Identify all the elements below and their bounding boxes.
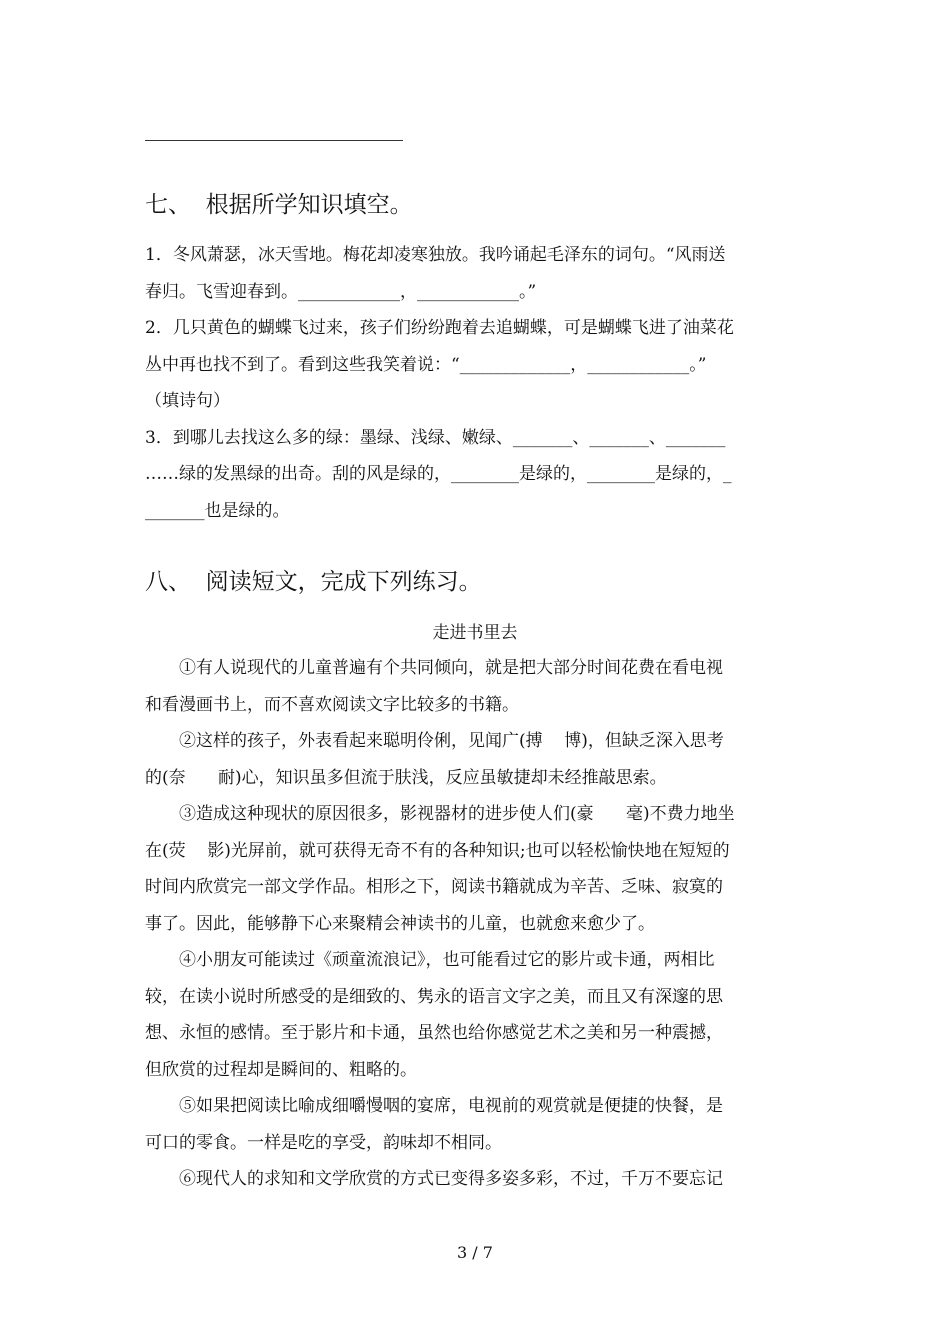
- story-body: [145, 650, 807, 1198]
- question-2-line-2: 丛中再也找不到了。看到这些我笑着说：“_____________，____________。”: [145, 354, 707, 375]
- question-2-line-1: 2．几只黄色的蝴蝶飞过来，孩子们纷纷跑着去追蝴蝶，可是蝴蝶飞进了油菜花: [145, 318, 734, 338]
- story-title: 走进书里去: [432, 623, 518, 643]
- question-3-line-3: _______也是绿的。: [145, 500, 290, 521]
- paragraph-1-line-1: ①有人说现代的儿童普遍有个共同倾向，就是把大部分时间花费在看电视: [179, 658, 723, 678]
- paragraph-3-line-4: 事了。因此，能够静下心来聚精会神读书的儿童，也就愈来愈少了。: [145, 913, 655, 934]
- section-7-questions: [145, 237, 807, 529]
- paragraph-3-line-2: 在(荧 影)光屏前，就可获得无奇不有的各种知识;也可以轻松愉快地在短短的: [145, 840, 730, 861]
- paragraph-4-line-4: 但欣赏的过程却是瞬间的、粗略的。: [145, 1059, 417, 1080]
- paragraph-2-line-1: ②这样的孩子，外表看起来聪明伶俐，见闻广(搏 博)，但缺乏深入思考: [179, 731, 724, 751]
- paragraph-4-line-3: 想、永恒的感情。至于影片和卡通，虽然也给你感觉艺术之美和另一种震撼，: [145, 1023, 723, 1043]
- paragraph-5-line-2: 可口的零食。一样是吃的享受，韵味却不相同。: [145, 1132, 502, 1153]
- section-7-title: 七、 根据所学知识填空。: [145, 192, 413, 218]
- question-2-line-3: （填诗句）: [145, 391, 230, 411]
- section-8-title: 八、 阅读短文，完成下列练习。: [145, 569, 482, 595]
- paragraph-3-line-3: 时间内欣赏完一部文学作品。相形之下，阅读书籍就成为辛苦、乏味、寂寞的: [145, 877, 723, 897]
- question-3-line-1: 3．到哪儿去找这么多的绿：墨绿、浅绿、嫩绿、_______、_______、_______: [145, 427, 726, 448]
- answer-line: [145, 140, 403, 141]
- paragraph-4-line-1: ④小朋友可能读过《顽童流浪记》，也可能看过它的影片或卡通，两相比: [179, 950, 715, 970]
- question-1-line-1: 1．冬风萧瑟，冰天雪地。梅花却凌寒独放。我吟诵起毛泽东的词句。“风雨送: [145, 245, 726, 265]
- paragraph-6-line-1: ⑥现代人的求知和文学欣赏的方式已变得多姿多彩，不过，千万不要忘记: [179, 1169, 723, 1189]
- paragraph-2-line-2: 的(奈 耐)心，知识虽多但流于肤浅，反应虽敏捷却未经推敲思索。: [145, 767, 667, 788]
- question-3-line-2: ……绿的发黑绿的出奇。刮的风是绿的，________是绿的，________是绿的，_: [145, 464, 732, 484]
- paragraph-1-line-2: 和看漫画书上，而不喜欢阅读文字比较多的书籍。: [145, 694, 519, 715]
- question-1-line-2: 春归。飞雪迎春到。____________，____________。”: [145, 281, 537, 302]
- page-number: 3 / 7: [457, 1243, 493, 1262]
- paragraph-4-line-2: 较，在读小说时所感受的是细致的、隽永的语言文字之美，而且又有深邃的思: [145, 986, 723, 1007]
- paragraph-5-line-1: ⑤如果把阅读比喻成细嚼慢咽的宴席，电视前的观赏就是便捷的快餐，是: [179, 1096, 723, 1116]
- paragraph-3-line-1: ③造成这种现状的原因很多，影视器材的进步使人们(豪 毫)不费力地坐: [179, 804, 735, 824]
